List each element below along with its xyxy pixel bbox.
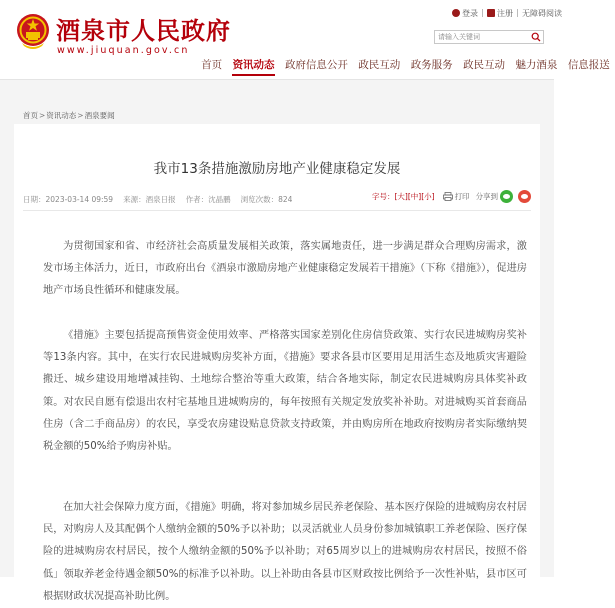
printer-icon[interactable] <box>443 192 453 201</box>
nav-item-home[interactable]: 首页 <box>201 59 223 71</box>
nav-item-services[interactable]: 政务服务 <box>410 59 453 71</box>
article-author: 作者：沈晶鹏 <box>185 195 231 204</box>
main-nav <box>196 56 615 74</box>
top-links <box>452 6 562 20</box>
nav-item-report[interactable]: 信息报送 <box>567 59 610 71</box>
article-meta <box>23 194 292 205</box>
font-size-switcher[interactable]: 字号：[大][中][小] <box>372 191 435 201</box>
site-domain: www.jiuquan.gov.cn <box>57 45 190 56</box>
search-icon[interactable] <box>531 32 541 42</box>
breadcrumb-home[interactable]: 首页 <box>23 111 38 120</box>
breadcrumb: 首页>资讯动态>酒泉要闻 <box>23 111 115 120</box>
nav-item-interaction[interactable]: 政民互动 <box>358 59 401 71</box>
search-input[interactable] <box>435 31 531 43</box>
site-title[interactable]: 酒泉市人民政府 <box>56 16 231 45</box>
divider <box>482 9 483 17</box>
article-paragraph: 为贯彻国家和省、市经济社会高质量发展相关政策，落实属地责任，进一步满足群众合理购房需求，激发市场主体活力，近日，市政府出台《酒泉市激励房地产业健康稳定发展若干措施》（下称《措施》），促进房地产市场良性循环和健康发展。 <box>43 241 527 297</box>
nav-item-interaction-2[interactable]: 政民互动 <box>463 59 506 71</box>
site-header <box>0 0 610 80</box>
register-icon <box>487 9 495 17</box>
login-link[interactable]: 登录 <box>452 8 478 19</box>
register-link[interactable]: 注册 <box>487 8 513 19</box>
search-box <box>434 30 544 44</box>
article-tools <box>372 188 531 204</box>
article-paragraph: 在加大社会保障力度方面，《措施》明确，将对参加城乡居民养老保险、基本医疗保险的进城购房农村居民，对购房人及其配偶个人缴纳金额的50%予以补助；以灵活就业人员身份参加城镇职工养老保险、医疗保险的进城购房农村居民，按个人缴纳金额的50%予以补助；对65周岁以上的进城购房农村居民，按照不俗低」领取养老金待遇金额50%的标准予以补助。以上补助由各县市区财政按比例给予一次性补贴，县市区可根据财政状况提高补助比例。 <box>43 502 527 602</box>
article-date: 日期：2023-03-14 09:59 <box>23 195 114 204</box>
article-views: 浏览次数：824 <box>240 195 293 204</box>
print-link[interactable]: 打印 <box>454 191 470 201</box>
user-icon <box>452 9 460 17</box>
nav-item-info-disclosure[interactable]: 政府信息公开 <box>284 59 348 71</box>
article-source: 来源：酒泉日报 <box>123 195 176 204</box>
wechat-share-icon[interactable] <box>500 190 513 203</box>
share-label: 分享到 <box>475 191 499 201</box>
accessibility-link[interactable]: 无障碍阅读 <box>522 8 562 18</box>
national-emblem-icon <box>16 13 50 50</box>
article-paragraph: 《措施》主要包括提高预售资金使用效率、严格落实国家差别化住房信贷政策、实行农民进城购房奖补等13条内容。其中，在实行农民进城购房奖补方面，《措施》要求各县市区要用足用活生态及地质灾害避险搬迁、城乡建设用地增减挂钩、土地综合整治等重大政策，结合各地实际，制定农民进城购房具体奖补政策。对农民自愿有偿退出农村宅基地且进城购房的，每年按照有关规定发放奖补补助。对进城购买首套商品住房（含二手商品房）的农民，享受农房建设贴息贷款支持政策，并由购房所在地政府按购房者实际缴纳契税金额的50%给予购房补贴。 <box>43 330 527 453</box>
weibo-share-icon[interactable] <box>518 190 531 203</box>
nav-item-news[interactable]: 资讯动态 <box>227 56 279 74</box>
meta-divider <box>23 210 531 211</box>
breadcrumb-news[interactable]: 资讯动态 <box>46 111 77 120</box>
nav-item-charm[interactable]: 魅力酒泉 <box>515 59 558 71</box>
article-title: 我市13条措施激励房地产业健康稳定发展 <box>153 161 401 177</box>
breadcrumb-current[interactable]: 酒泉要闻 <box>84 111 115 120</box>
divider <box>517 9 518 17</box>
